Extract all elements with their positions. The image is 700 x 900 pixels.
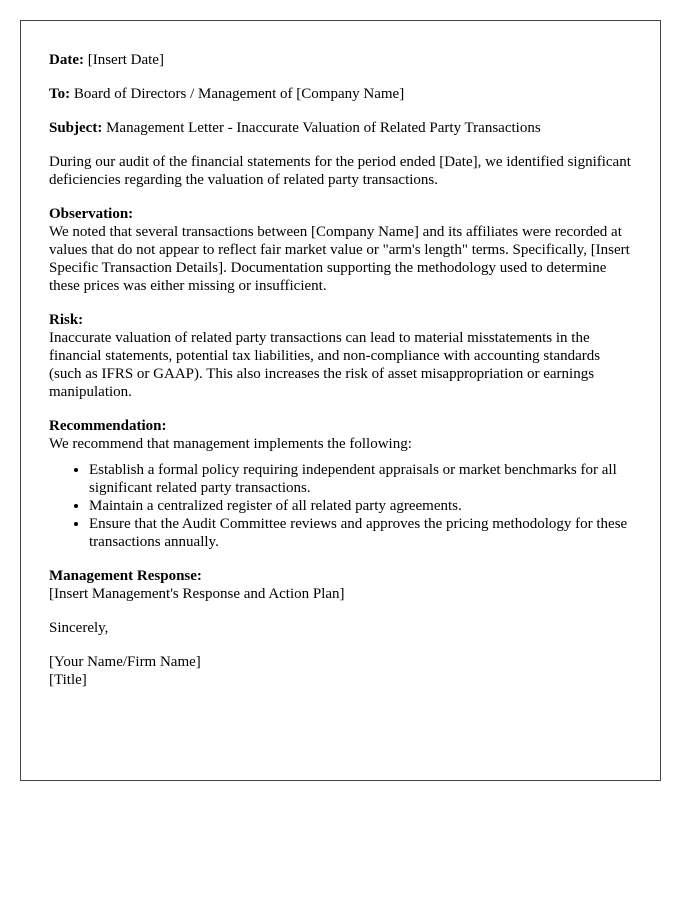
date-label: Date: [49,52,84,68]
risk-title: Risk: [49,312,84,328]
salutation: Sincerely, [49,620,109,636]
signer-name: [Your Name/Firm Name] [49,654,201,670]
signature-block [49,653,632,689]
management-response-text: [Insert Management's Response and Action Plan] [49,586,345,602]
list-item: • Establish a formal policy requiring independent appraisals or market benchmarks for all significant related party transactions. [89,461,632,497]
subject-value: Management Letter - Inaccurate Valuation of Related Party Transactions [106,120,541,136]
risk-section [49,311,632,401]
to-value: Board of Directors / Management of [Company Name] [73,86,405,102]
subject-line [49,119,632,137]
observation-title: Observation: [49,206,134,222]
recommendation-title: Recommendation: [49,418,167,434]
list-item: • Maintain a centralized register of all related party agreements. [89,497,632,515]
list-item: • Ensure that the Audit Committee reviews and approves the pricing methodology for these transactions annually. [89,515,632,551]
intro-paragraph: During our audit of the financial statements for the period ended [Date], we identified significant deficiencies regarding the valuation of related party transactions. [49,154,631,188]
management-response-section [49,567,632,603]
management-response-title: Management Response: [49,568,202,584]
to-label: To: [49,86,71,102]
observation-section [49,205,632,295]
date-value: [Insert Date] [87,52,164,68]
observation-text: We noted that several transactions between [Company Name] and its affiliates were recorded at values that do not appear to reflect fair market value or "arm's length" terms. Specifically, [Insert Specific Transaction Details]. Documentation supporting the methodology used to determine these prices was either missing or insufficient. [49,224,630,294]
risk-text: Inaccurate valuation of related party transactions can lead to material misstatements in the financial statements, potential tax liabilities, and non-compliance with accounting standards (such as IFRS or GAAP). This also increases the risk of asset misappropriation or earnings manipulation. [49,330,601,400]
letter-document [20,20,661,781]
signer-title: [Title] [49,672,87,688]
to-line [49,85,632,103]
date-line [49,51,632,69]
subject-label: Subject: [49,120,103,136]
recommendation-text: We recommend that management implements the following: [49,436,412,452]
recommendation-section [49,417,632,453]
recommendation-list [49,461,632,551]
